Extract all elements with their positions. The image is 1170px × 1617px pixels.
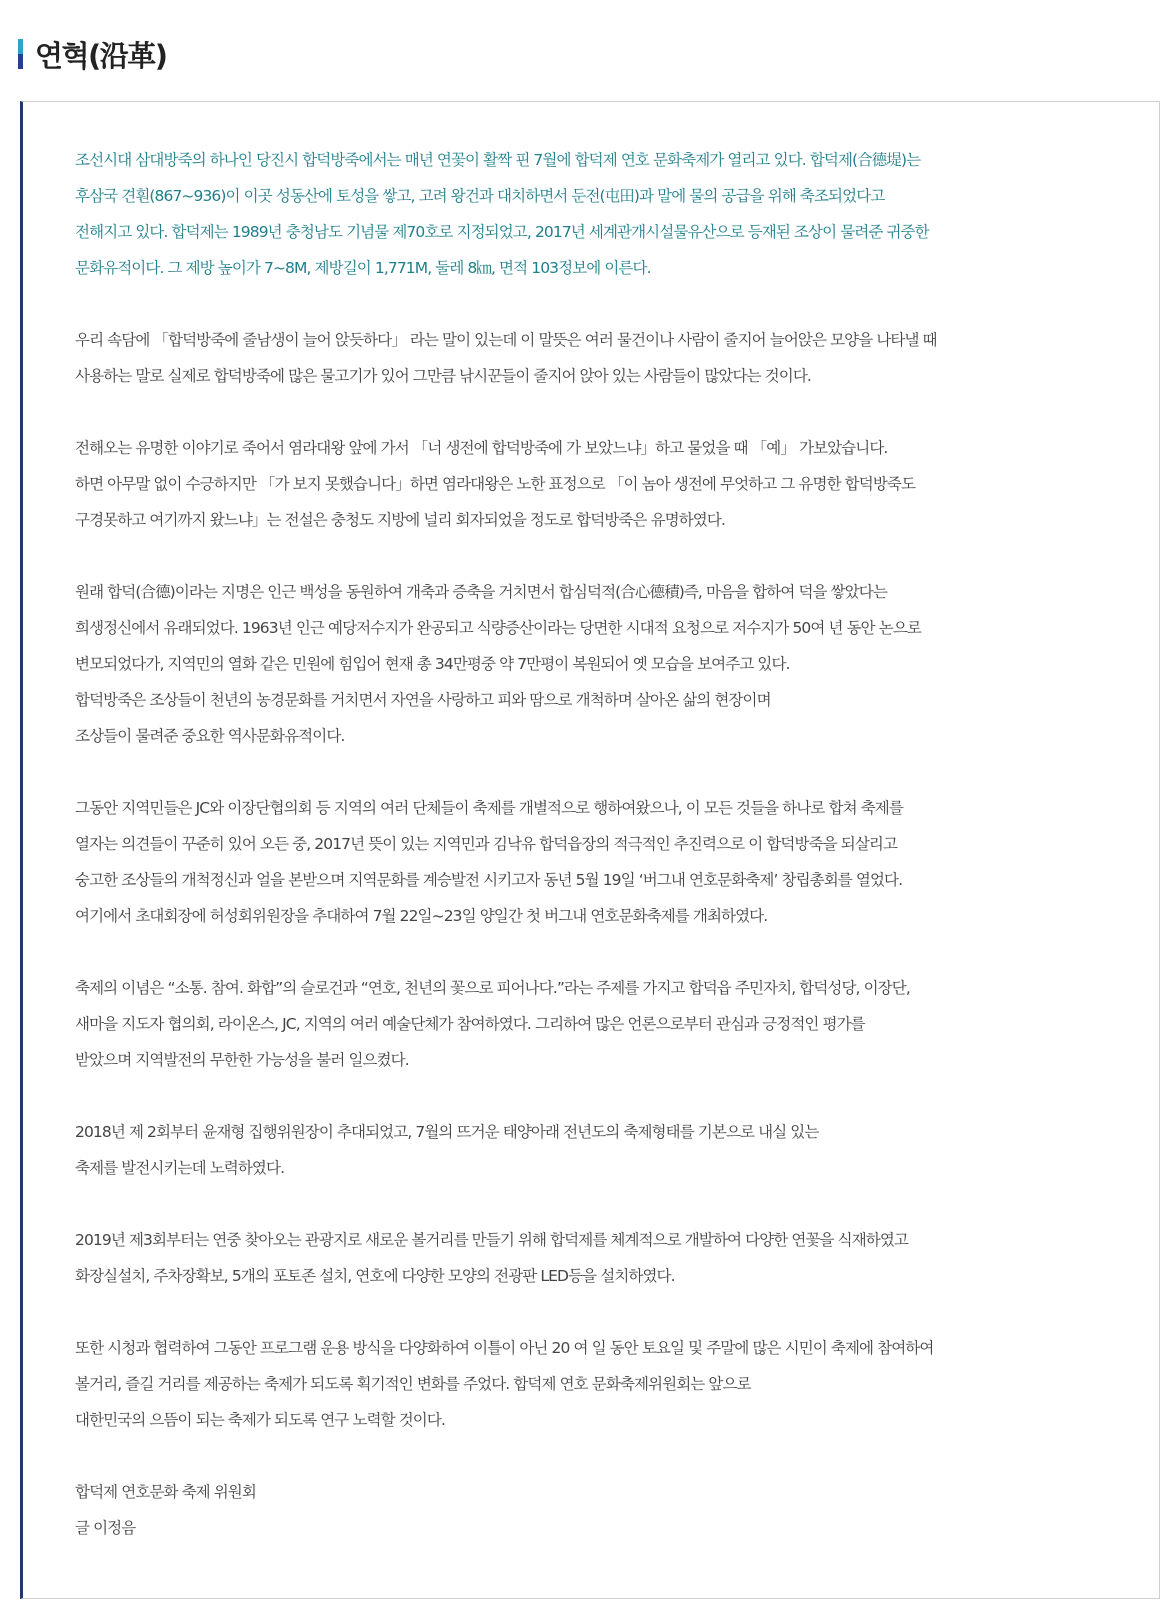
legend-paragraph bbox=[75, 430, 1115, 538]
paragraph-line: 합덕방죽은 조상들이 천년의 농경문화를 거치면서 자연을 사랑하고 피와 땀으로 개척하며 살아온 삶의 현장이며 bbox=[75, 691, 771, 709]
paragraph-line: 희생정신에서 유래되었다. 1963년 인근 예당저수지가 완공되고 식량증산이라는 당면한 시대적 요청으로 저수지가 50여 년 동안 논으로 bbox=[75, 619, 921, 637]
page-heading bbox=[18, 34, 167, 74]
intro-paragraph bbox=[75, 142, 1115, 286]
paragraph-line: 볼거리, 즐길 거리를 제공하는 축제가 되도록 획기적인 변화를 주었다. 합덕제 연호 문화축제위원회는 앞으로 bbox=[75, 1375, 751, 1393]
paragraph-line: 숭고한 조상들의 개척정신과 얼을 본받으며 지역문화를 계승발전 시키고자 동년 5월 19일 ‘버그내 연호문화축제’ 창립총회를 열었다. bbox=[75, 871, 903, 889]
paragraph-line: 후삼국 견훤(867~936)이 이곳 성동산에 토성을 쌓고, 고려 왕건과 대치하면서 둔전(屯田)과 말에 물의 공급을 위해 축조되었다고 bbox=[75, 187, 885, 205]
signature-block bbox=[75, 1474, 1115, 1546]
paragraph-line: 축제를 발전시키는데 노력하였다. bbox=[75, 1159, 285, 1177]
festival-founding-paragraph bbox=[75, 790, 1115, 934]
history-panel bbox=[20, 101, 1160, 1599]
history-article bbox=[75, 142, 1115, 1546]
third-festival-paragraph bbox=[75, 1222, 1115, 1294]
paragraph-line: 대한민국의 으뜸이 되는 축제가 되도록 연구 노력할 것이다. bbox=[75, 1411, 445, 1429]
paragraph-line: 열자는 의견들이 꾸준히 있어 오든 중, 2017년 뜻이 있는 지역민과 김낙유 합덕읍장의 적극적인 추진력으로 이 합덕방죽을 되살리고 bbox=[75, 835, 898, 853]
future-paragraph bbox=[75, 1330, 1115, 1438]
paragraph-line: 조선시대 삼대방죽의 하나인 당진시 합덕방죽에서는 매년 연꽃이 활짝 핀 7월에 합덕제 연호 문화축제가 열리고 있다. 합덕제(合德堤)는 bbox=[75, 151, 921, 169]
page-title: 연혁(沿革) bbox=[35, 38, 167, 73]
paragraph-line: 받았으며 지역발전의 무한한 가능성을 불러 일으켰다. bbox=[75, 1051, 409, 1069]
paragraph-line: 변모되었다가, 지역민의 열화 같은 민원에 힘입어 현재 총 34만평중 약 7만평이 복원되어 옛 모습을 보여주고 있다. bbox=[75, 655, 790, 673]
second-festival-paragraph bbox=[75, 1114, 1115, 1186]
paragraph-line: 새마을 지도자 협의회, 라이온스, JC, 지역의 여러 예술단체가 참여하였다. 그리하여 많은 언론으로부터 관심과 긍정적인 평가를 bbox=[75, 1015, 865, 1033]
paragraph-line: 하면 아무말 없이 수긍하지만 「가 보지 못했습니다」하면 염라대왕은 노한 표정으로 「이 놈아 생전에 무엇하고 그 유명한 합덕방죽도 bbox=[75, 475, 916, 493]
heading-accent-bar bbox=[18, 39, 23, 69]
paragraph-line: 화장실설치, 주차장확보, 5개의 포토존 설치, 연호에 다양한 모양의 전광판 LED등을 설치하였다. bbox=[75, 1267, 675, 1285]
paragraph-line: 2019년 제3회부터는 연중 찾아오는 관광지로 새로운 볼거리를 만들기 위해 합덕제를 체계적으로 개발하여 다양한 연꽃을 식재하였고 bbox=[75, 1231, 908, 1249]
proverb-paragraph bbox=[75, 322, 1115, 394]
paragraph-line: 또한 시청과 협력하여 그동안 프로그램 운용 방식을 다양화하여 이틀이 아닌 20 여 일 동안 토요일 및 주말에 많은 시민이 축제에 참여하여 bbox=[75, 1339, 934, 1357]
paragraph-line: 조상들이 물려준 중요한 역사문화유적이다. bbox=[75, 727, 345, 745]
paragraph-line: 여기에서 초대회장에 허성회위원장을 추대하여 7월 22일~23일 양일간 첫 버그내 연호문화축제를 개최하였다. bbox=[75, 907, 768, 925]
paragraph-line: 전해지고 있다. 합덕제는 1989년 충청남도 기념물 제70호로 지정되었고, 2017년 세계관개시설물유산으로 등재된 조상이 물려준 귀중한 bbox=[75, 223, 929, 241]
paragraph-line: 문화유적이다. 그 제방 높이가 7~8M, 제방길이 1,771M, 둘레 8㎞, 면적 103정보에 이른다. bbox=[75, 259, 651, 277]
paragraph-line: 전해오는 유명한 이야기로 죽어서 염라대왕 앞에 가서 「너 생전에 합덕방죽에 가 보았느냐」하고 물었을 때 「예」 가보았습니다. bbox=[75, 439, 888, 457]
signature-organization: 합덕제 연호문화 축제 위원회 bbox=[75, 1483, 256, 1501]
paragraph-line: 구경못하고 여기까지 왔느냐」는 전설은 충청도 지방에 널리 회자되었을 정도로 합덕방죽은 유명하였다. bbox=[75, 511, 725, 529]
signature-author: 글 이정음 bbox=[75, 1519, 136, 1537]
paragraph-line: 그동안 지역민들은 JC와 이장단협의회 등 지역의 여러 단체들이 축제를 개별적으로 행하여왔으나, 이 모든 것들을 하나로 합쳐 축제를 bbox=[75, 799, 903, 817]
paragraph-line: 2018년 제 2회부터 윤재형 집행위원장이 추대되었고, 7월의 뜨거운 태양아래 전년도의 축제형태를 기본으로 내실 있는 bbox=[75, 1123, 819, 1141]
origin-paragraph bbox=[75, 574, 1115, 754]
paragraph-line: 우리 속담에 「합덕방죽에 줄남생이 늘어 앉듯하다」 라는 말이 있는데 이 말뜻은 여러 물건이나 사람이 줄지어 늘어앉은 모양을 나타낼 때 bbox=[75, 331, 937, 349]
paragraph-line: 사용하는 말로 실제로 합덕방죽에 많은 물고기가 있어 그만큼 낚시꾼들이 줄지어 앉아 있는 사람들이 많았다는 것이다. bbox=[75, 367, 811, 385]
paragraph-line: 원래 합덕(合德)이라는 지명은 인근 백성을 동원하여 개축과 증축을 거치면서 합심덕적(合心德積)즉, 마음을 합하여 덕을 쌓았다는 bbox=[75, 583, 887, 601]
paragraph-line: 축제의 이념은 “소통. 참여. 화합”의 슬로건과 “연호, 천년의 꽃으로 피어나다.”라는 주제를 가지고 합덕읍 주민자치, 합덕성당, 이장단, bbox=[75, 979, 910, 997]
festival-ideology-paragraph bbox=[75, 970, 1115, 1078]
